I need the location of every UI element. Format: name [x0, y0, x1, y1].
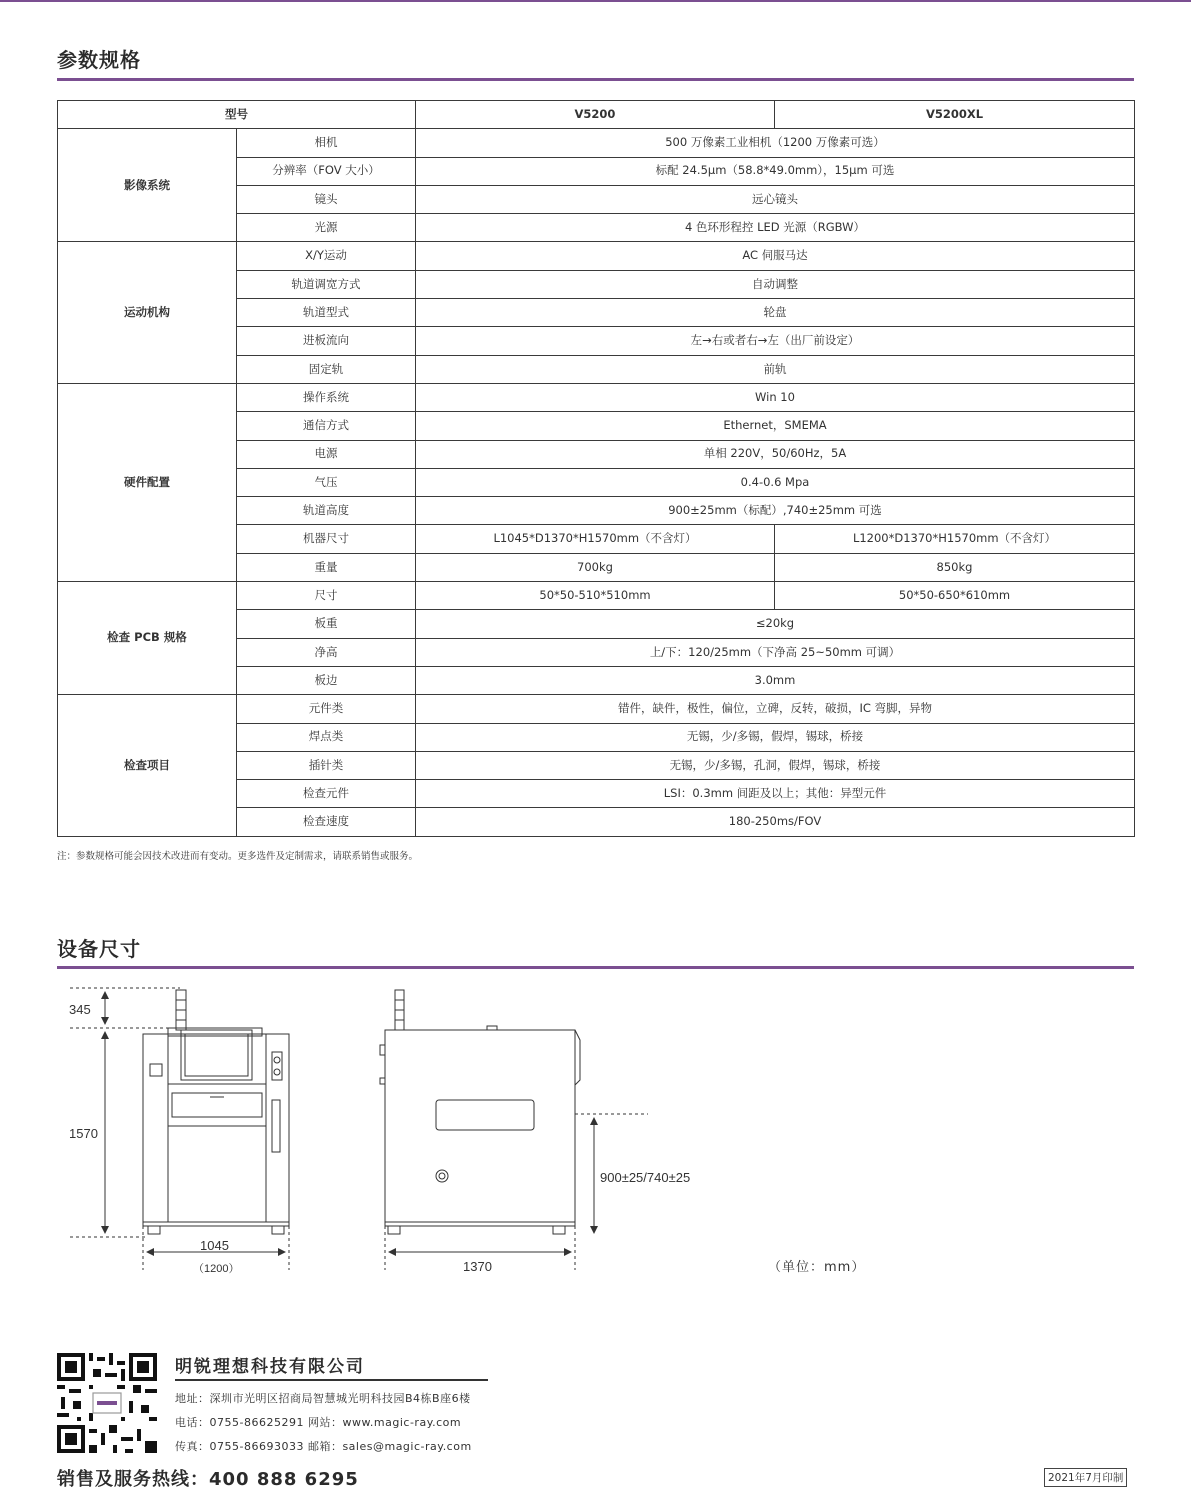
spec-param-label: 镜头 — [237, 185, 416, 213]
model-a-header: V5200 — [416, 101, 775, 129]
spec-param-label: 相机 — [237, 129, 416, 157]
qr-code — [57, 1353, 157, 1453]
params-section-title: 参数规格 — [57, 48, 141, 72]
spec-group-label: 影像系统 — [58, 129, 237, 242]
print-date: 2021年7月印制 — [1044, 1468, 1127, 1487]
spec-param-label: 光源 — [237, 214, 416, 242]
params-section-rule — [57, 78, 1134, 81]
spec-value: 900±25mm（标配）,740±25mm 可选 — [416, 497, 1135, 525]
spec-value: 单相 220V，50/60Hz，5A — [416, 440, 1135, 468]
spec-param-label: 检查速度 — [237, 808, 416, 836]
spec-header-row — [58, 101, 1135, 129]
spec-row — [58, 242, 1135, 270]
spec-group-label: 硬件配置 — [58, 383, 237, 581]
spec-param-label: 尺寸 — [237, 582, 416, 610]
spec-value: 无锡，少/多锡，假焊，锡球，桥接 — [416, 723, 1135, 751]
spec-value: 4 色环形程控 LED 光源（RGBW） — [416, 214, 1135, 242]
spec-value: ≤20kg — [416, 610, 1135, 638]
spec-param-label: 操作系统 — [237, 383, 416, 411]
spec-value: 3.0mm — [416, 666, 1135, 694]
spec-table — [57, 100, 1135, 837]
spec-group-label: 检查 PCB 规格 — [58, 582, 237, 695]
model-b-header: V5200XL — [775, 101, 1135, 129]
spec-value: 左→右或者右→左（出厂前设定） — [416, 327, 1135, 355]
spec-param-label: 通信方式 — [237, 412, 416, 440]
front-view — [143, 990, 289, 1234]
top-accent-rule — [0, 0, 1191, 2]
spec-value: 上/下：120/25mm（下净高 25~50mm 可调） — [416, 638, 1135, 666]
spec-row — [58, 582, 1135, 610]
spec-row — [58, 383, 1135, 411]
spec-row — [58, 129, 1135, 157]
spec-param-label: 元件类 — [237, 695, 416, 723]
spec-value-model-b: 50*50-650*610mm — [775, 582, 1135, 610]
width-label: 1045 — [200, 1238, 229, 1253]
spec-value: 远心镜头 — [416, 185, 1135, 213]
company-phone-website: 电话：0755-86625291 网站：www.magic-ray.com — [175, 1416, 462, 1429]
spec-group-label: 检查项目 — [58, 695, 237, 836]
spec-value: AC 伺服马达 — [416, 242, 1135, 270]
spec-param-label: 固定轨 — [237, 355, 416, 383]
spec-param-label: 轨道调宽方式 — [237, 270, 416, 298]
spec-param-label: 轨道型式 — [237, 299, 416, 327]
company-fax-email: 传真：0755-86693033 邮箱：sales@magic-ray.com — [175, 1440, 472, 1453]
spec-table-body — [58, 101, 1135, 837]
spec-value: 无锡，少/多锡，孔洞，假焊，锡球，桥接 — [416, 751, 1135, 779]
spec-param-label: 重量 — [237, 553, 416, 581]
spec-group-label: 运动机构 — [58, 242, 237, 383]
model-header-label: 型号 — [58, 101, 416, 129]
spec-value-model-a: L1045*D1370*H1570mm（不含灯） — [416, 525, 775, 553]
depth-label: 1370 — [463, 1259, 492, 1274]
spec-value-model-b: L1200*D1370*H1570mm（不含灯） — [775, 525, 1135, 553]
width-xl-label: （1200） — [193, 1263, 240, 1275]
spec-note: 注：参数规格可能会因技术改进而有变动。更多选件及定制需求，请联系销售或服务。 — [57, 851, 419, 862]
body-height-label: 1570 — [69, 1126, 98, 1141]
spec-value: 错件，缺件，极性，偏位，立碑，反转，破损，IC 弯脚，异物 — [416, 695, 1135, 723]
spec-param-label: 进板流向 — [237, 327, 416, 355]
spec-param-label: 气压 — [237, 468, 416, 496]
spec-param-label: X/Y运动 — [237, 242, 416, 270]
spec-value: 0.4-0.6 Mpa — [416, 468, 1135, 496]
spec-param-label: 电源 — [237, 440, 416, 468]
spec-value: Win 10 — [416, 383, 1135, 411]
spec-value: 前轨 — [416, 355, 1135, 383]
company-rule — [175, 1379, 488, 1381]
spec-param-label: 插针类 — [237, 751, 416, 779]
spec-param-label: 板边 — [237, 666, 416, 694]
spec-value-model-a: 700kg — [416, 553, 775, 581]
lamp-height-label: 345 — [69, 1002, 91, 1017]
spec-value: 标配 24.5μm（58.8*49.0mm），15μm 可选 — [416, 157, 1135, 185]
spec-param-label: 检查元件 — [237, 780, 416, 808]
rail-height-label: 900±25/740±25 — [600, 1170, 691, 1185]
service-hotline: 销售及服务热线：400 888 6295 — [57, 1469, 359, 1490]
spec-param-label: 板重 — [237, 610, 416, 638]
spec-param-label: 分辨率（FOV 大小） — [237, 157, 416, 185]
spec-value: 轮盘 — [416, 299, 1135, 327]
spec-value-model-a: 50*50-510*510mm — [416, 582, 775, 610]
spec-row — [58, 695, 1135, 723]
spec-param-label: 机器尺寸 — [237, 525, 416, 553]
spec-value-model-b: 850kg — [775, 553, 1135, 581]
spec-value: 自动调整 — [416, 270, 1135, 298]
company-name: 明锐理想科技有限公司 — [175, 1357, 365, 1377]
spec-param-label: 焊点类 — [237, 723, 416, 751]
spec-value: Ethernet，SMEMA — [416, 412, 1135, 440]
spec-param-label: 轨道高度 — [237, 497, 416, 525]
dims-section-title: 设备尺寸 — [57, 937, 141, 961]
company-address: 地址：深圳市光明区招商局智慧城光明科技园B4栋B座6楼 — [175, 1392, 471, 1405]
spec-value: 180-250ms/FOV — [416, 808, 1135, 836]
spec-value: LSI：0.3mm 间距及以上；其他：异型元件 — [416, 780, 1135, 808]
equipment-dimension-drawing — [0, 980, 900, 1280]
side-view — [380, 990, 580, 1234]
dims-section-rule — [57, 966, 1134, 969]
unit-label: （单位：mm） — [768, 1260, 866, 1275]
spec-param-label: 净高 — [237, 638, 416, 666]
spec-value: 500 万像素工业相机（1200 万像素可选） — [416, 129, 1135, 157]
